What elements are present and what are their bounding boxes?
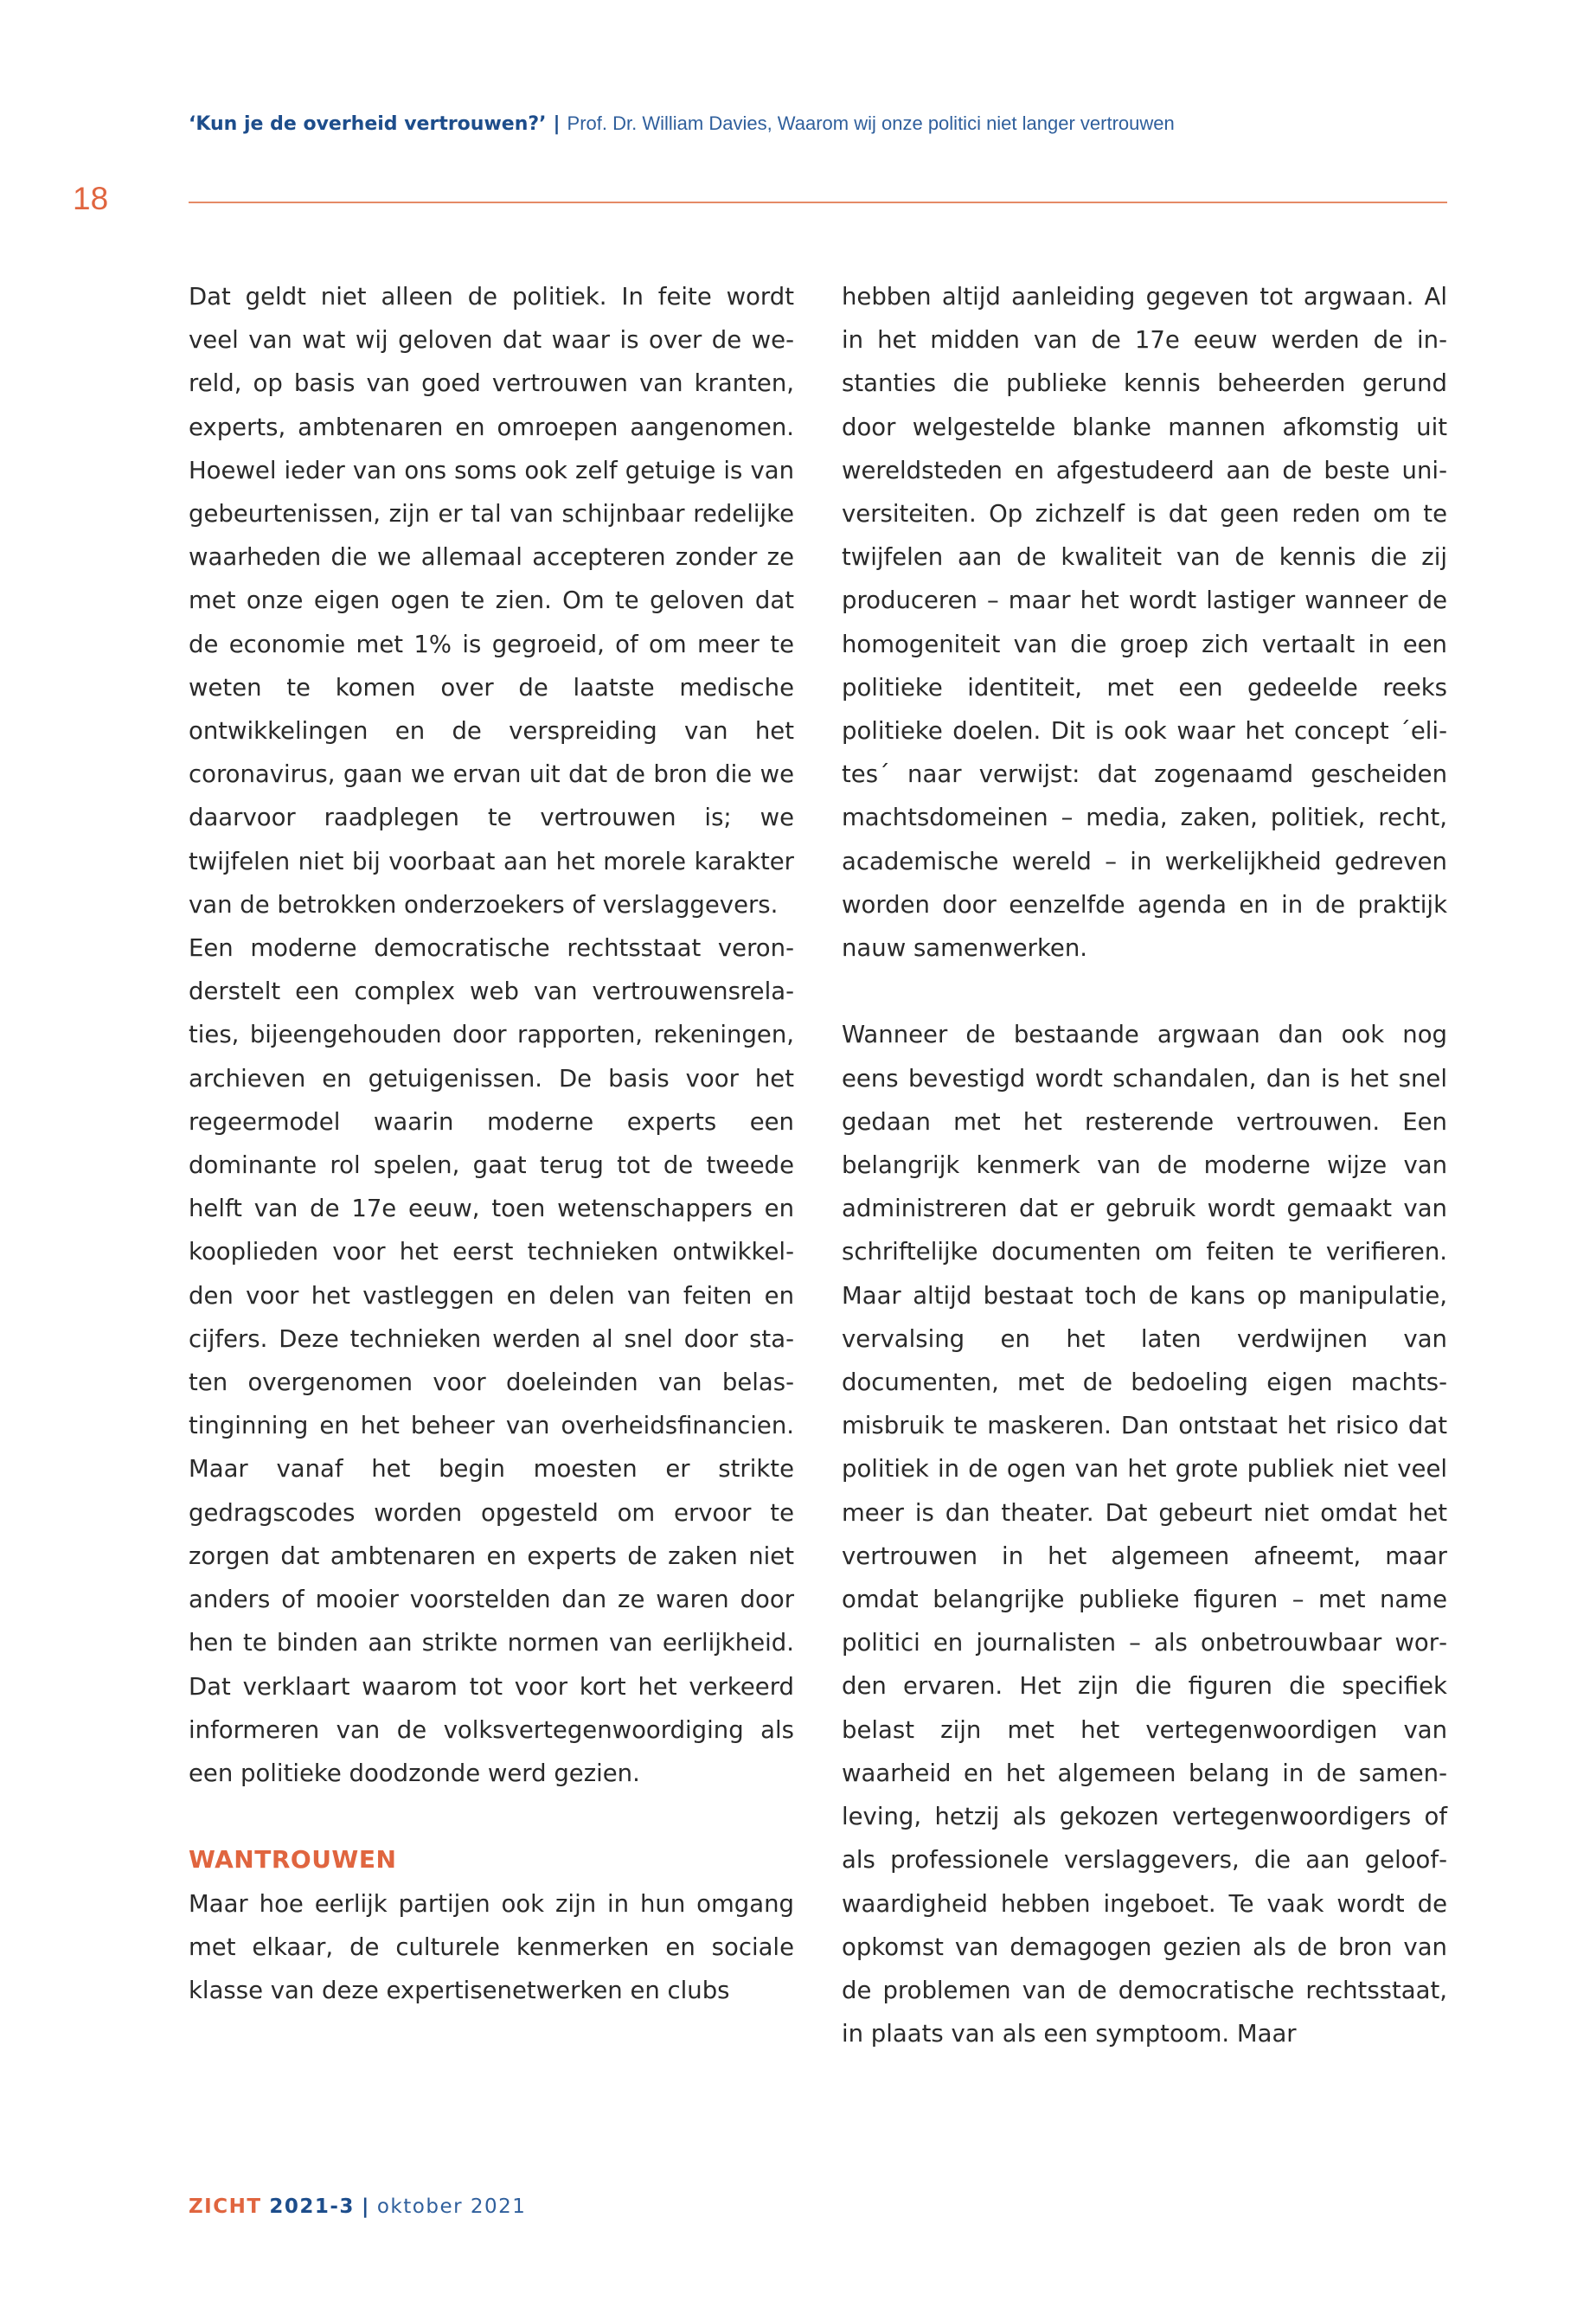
magazine-name: ZICHT (189, 2195, 262, 2218)
body-paragraph: Dat geldt niet alleen de politiek. In feite wordt veel van wat wij geloven dat waar is over de wereld, op basis van goed vertrouwen van kranten, experts, ambtenaren en omroepen aangenomen. Hoewel ieder van ons soms ook zelf getuige is van gebeurtenissen, zijn er tal van schijnbaar redelijke waarheden die we allemaal accepteren zonder ze met onze eigen ogen te zien. Om te geloven dat de economie met 1% is gegroeid, of om meer te weten te komen over de laatste medische ontwikkelingen en de verspreiding van het coronavirus, gaan we ervan uit dat de bron die we daarvoor raadplegen te vertrouwen is; we twijfelen niet bij voorbaat aan het morele karakter van de betrokken onderzoekers of verslaggevers. (189, 283, 794, 919)
body-paragraph: Wanneer de bestaande argwaan dan ook nog eens bevestigd wordt schandalen, dan is het snel gedaan met het resterende vertrouwen. Een belangrijk kenmerk van de moderne wijze van administreren dat er gebruik wordt gemaakt van schriftelijke documenten om feiten te verifieren. Maar altijd bestaat toch de kans op manipulatie, vervalsing en het laten verdwijnen van documenten, met de bedoeling eigen machtsmisbruik te maskeren. Dan ontstaat het risico dat politiek in de ogen van het grote publiek niet veel meer is dan theater. Dat gebeurt niet omdat het vertrouwen in het algemeen afneemt, maar omdat belangrijke publieke figuren – met name politici en journalisten – als onbetrouwbaar worden ervaren. Het zijn die figuren die specifiek belast zijn met het vertegenwoordigen van waarheid en het algemeen belang in de samenleving, hetzij als gekozen vertegenwoordigers of als professionele verslaggevers, die aan geloofwaardigheid hebben ingeboet. Te vaak wordt de opkomst van demagogen gezien als de bron van de problemen van de democratische rechtsstaat, in plaats van als een symptoom. Maar (842, 1021, 1447, 2048)
header-divider (189, 202, 1447, 203)
author-line: Prof. Dr. William Davies, Waarom wij onze politici niet langer vertrouwen (567, 112, 1175, 134)
running-header (189, 111, 1452, 138)
issue-number: 2021-3 (269, 2195, 355, 2218)
section-heading: WANTROUWEN (189, 1845, 397, 1875)
article-title: ‘Kun je de overheid vertrouwen?’ (189, 113, 547, 135)
body-paragraph: hebben altijd aanleiding gegeven tot argwaan. Al in het midden van de 17e eeuw werden de instanties die publieke kennis beheerden gerund door welgestelde blanke mannen afkomstig uit wereldsteden en afgestudeerd aan de beste universiteiten. Op zichzelf is dat geen reden om te twijfelen aan de kwaliteit van de kennis die zij produceren – maar het wordt lastiger wanneer de homogeniteit van die groep zich vertaalt in een politieke identiteit, met een gedeelde reeks politieke doelen. Dit is ook waar het concept ´elites´ naar verwijst: dat zogenaamd gescheiden machtsdomeinen – media, zaken, politiek, recht, academische wereld – in werkelijkheid gedreven worden door eenzelfde agenda en in de praktijk nauw samenwerken. (842, 283, 1447, 963)
footer-separator: | (361, 2195, 370, 2218)
header-separator: | (553, 113, 561, 135)
body-paragraph: Een moderne democratische rechtsstaat veronderstelt een complex web van vertrouwensrelaties, bijeengehouden door rapporten, rekeningen, archieven en getuigenissen. De basis voor het regeermodel waarin moderne experts een dominante rol spelen, gaat terug tot de tweede helft van de 17e eeuw, toen wetenschappers en kooplieden voor het eerst technieken ontwikkelden voor het vastleggen en delen van feiten en cijfers. Deze technieken werden al snel door staten overgenomen voor doeleinden van belastinginning en het beheer van overheidsfinancien. Maar vanaf het begin moesten er strikte gedragscodes worden opgesteld om ervoor te zorgen dat ambtenaren en experts de zaken niet anders of mooier voorstelden dan ze waren door hen te binden aan strikte normen van eerlijkheid. Dat verklaart waarom tot voor kort het verkeerd informeren van de volksvertegenwoordiging als een politieke doodzonde werd gezien. (189, 934, 794, 1787)
page-number: 18 (73, 181, 109, 216)
footer (189, 2194, 526, 2220)
right-column (842, 275, 1447, 2055)
issue-date: oktober 2021 (376, 2195, 527, 2218)
left-column (189, 275, 794, 2012)
body-paragraph: Maar hoe eerlijk partijen ook zijn in hun omgang met elkaar, de culturele kenmerken en sociale klasse van deze expertisenetwerken en clubs (189, 1889, 794, 2004)
